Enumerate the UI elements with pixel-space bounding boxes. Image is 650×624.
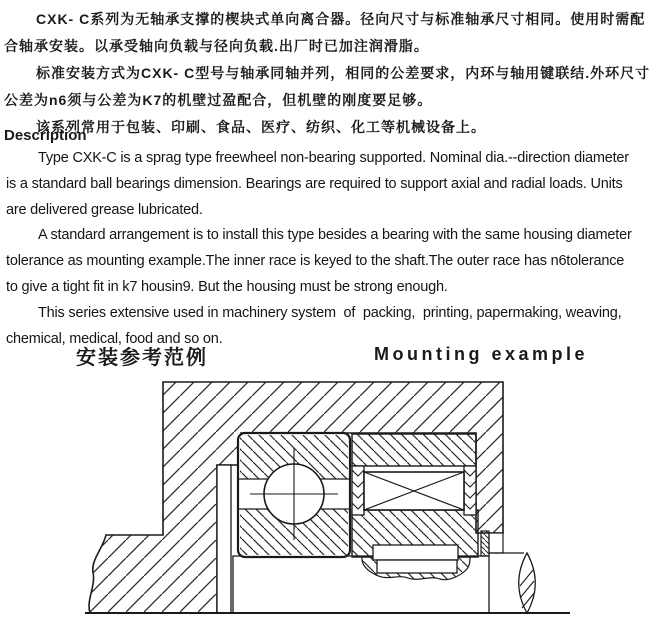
- snap-ring: [481, 531, 489, 556]
- sprag-cage: [364, 472, 464, 510]
- description-paragraphs-en: [6, 146, 650, 352]
- caption-mounting-example-en: Mounting example: [374, 344, 589, 364]
- freewheel-outer-race: [352, 434, 476, 466]
- cn-text-line: 合轴承安装。以承受轴向负载与径向负载.出厂时已加注润滑脂。: [4, 38, 429, 54]
- cn-text-line: 公差为n6须与公差为K7的机壁过盈配合，但机壁的刚度要足够。: [4, 92, 433, 108]
- freewheel-side-ring-left: [352, 466, 364, 515]
- mounting-example-drawing: [0, 374, 650, 624]
- intro-paragraphs-cn: [4, 6, 650, 141]
- en-text-line: are delivered grease lubricated.: [6, 201, 203, 218]
- en-text-line: A standard arrangement is to install this type besides a bearing with the same housing diameter: [38, 227, 632, 244]
- en-text-line: This series extensive used in machinery system of packing, printing, papermaking, weaving,: [38, 304, 622, 321]
- keyway-slot: [373, 545, 458, 560]
- caption-installation-example-zh: 安装参考范例: [76, 347, 208, 369]
- en-text-line: tolerance as mounting example.The inner race is keyed to the shaft.The outer race has n6tolerance: [6, 253, 625, 270]
- en-text-line: Type CXK-C is a sprag type freewheel non-bearing supported. Nominal dia.--direction diameter: [38, 150, 629, 166]
- spacer-plate: [217, 465, 231, 613]
- freewheel-side-ring-right: [464, 466, 476, 515]
- en-text-line: is a standard ball bearings dimension. Bearings are required to support axial and radial loads. Units: [6, 175, 623, 192]
- en-text-line: to give a tight fit in k7 housin9. But the housing must be strong enough.: [6, 278, 448, 295]
- ball-bearing: [238, 433, 350, 557]
- cn-text-line: CXK- C系列为无轴承支撑的楔块式单向离合器。径向尺寸与标准轴承尺寸相同。使用时需配: [36, 11, 646, 27]
- en-text-line: chemical, medical, food and so on.: [6, 330, 223, 347]
- cn-text-line: 该系列常用于包装、印刷、食品、医疗、纺织、化工等机械设备上。: [36, 119, 486, 135]
- key: [377, 560, 457, 573]
- cn-text-line: 标准安装方式为CXK- C型号与轴承同轴并列，相同的公差要求，内环与轴用键联结.外环尺寸: [36, 65, 650, 81]
- description-heading: Description: [4, 127, 87, 144]
- housing-recess: [489, 533, 503, 553]
